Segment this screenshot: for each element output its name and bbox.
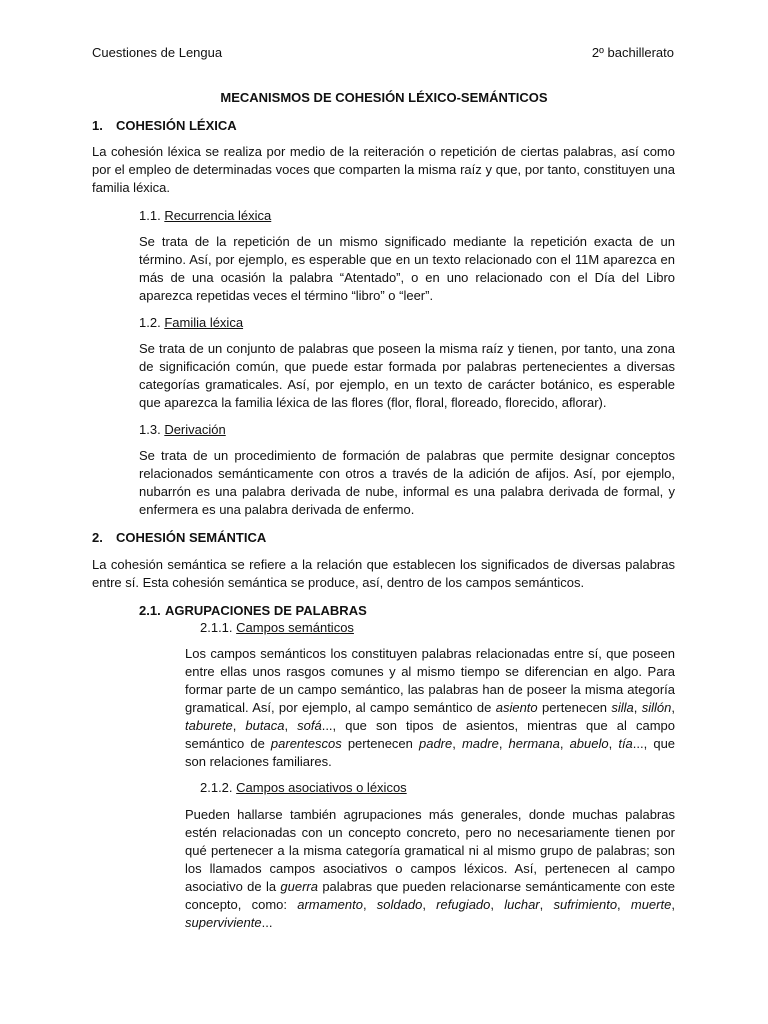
subsection-1-2-number: 1.2.	[139, 315, 161, 330]
section-2-title: COHESIÓN SEMÁNTICA	[116, 530, 267, 545]
header-course: Cuestiones de Lengua	[92, 45, 223, 60]
subsection-2-1-2-text: Pueden hallarse también agrupaciones más generales, donde muchas palabras estén relacionadas con un concepto concreto, pero no necesariamente tienen por qué pertenecer a la misma categoría gramatical ni al mismo grupo de palabras; son los llamados campos asociativos o campos léxicos. Así, pertenecen al campo asociativo de la guerra palabras que pueden relacionarse semánticamente con este concepto, como: armamento, soldado, refugiado, luchar, sufrimiento, muerte, superviviente...	[185, 807, 675, 930]
subsection-1-1-heading	[139, 207, 271, 225]
subsection-1-3-text: Se trata de un procedimiento de formación de palabras que permite designar conceptos relacionados semánticamente con otros a través de la adición de afijos. Así, por ejemplo, nubarrón es una palabra derivada de nube, informal es una palabra derivada de formal, y enfermera es una palabra derivada de enfermo.	[139, 448, 675, 517]
subsection-1-2-title: Familia léxica	[164, 315, 244, 330]
section-2-intro: La cohesión semántica se refiere a la relación que establecen los significados de diversas palabras entre sí. Esta cohesión semántica se produce, así, dentro de los campos semánticos.	[92, 557, 675, 590]
section-1-intro: La cohesión léxica se realiza por medio de la reiteración o repetición de ciertas palabras, así como por el empleo de determinadas voces que comparten la misma raíz y que, por tanto, constituyen una familia léxica.	[92, 144, 675, 195]
subsection-2-1-title: AGRUPACIONES DE PALABRAS	[165, 603, 367, 618]
section-2-heading	[92, 529, 266, 547]
subsection-1-3-number: 1.3.	[139, 422, 161, 437]
page-title: MECANISMOS DE COHESIÓN LÉXICO-SEMÁNTICOS	[220, 90, 548, 105]
subsection-1-2-text: Se trata de un conjunto de palabras que poseen la misma raíz y tienen, por tanto, una zona de significación común, que puede estar formada por palabras pertenecientes a diversas categorías gramaticales. Así, por ejemplo, en un texto de carácter botánico, es esperable que aparezca la familia léxica de las flores (flor, floral, floreado, florecido, aflorar).	[139, 341, 675, 410]
section-2-number: 2.	[92, 530, 103, 545]
section-1-title: COHESIÓN LÉXICA	[116, 118, 237, 133]
section-1-heading	[92, 117, 237, 135]
subsection-2-1-2-heading	[200, 779, 407, 797]
subsection-2-1-2-number: 2.1.2.	[200, 780, 233, 795]
section-1-number: 1.	[92, 118, 103, 133]
header-level: 2º bachillerato	[591, 45, 674, 60]
subsection-1-3-title: Derivación	[164, 422, 226, 437]
subsection-1-1-text: Se trata de la repetición de un mismo significado mediante la repetición exacta de un término. Así, por ejemplo, es esperable que en un texto relacionado con el 11M aparezca en más de una ocasión la palabra “Atentado”, o en uno relacionado con el Día del Libro aparezca repetidas veces el término “libro” o “leer”.	[139, 234, 675, 303]
subsection-1-1-title: Recurrencia léxica	[164, 208, 272, 223]
subsection-2-1-1-heading	[200, 619, 354, 637]
subsection-2-1-heading	[139, 602, 367, 620]
subsection-2-1-2-title: Campos asociativos o léxicos	[236, 780, 407, 795]
subsection-1-2-heading	[139, 314, 243, 332]
subsection-2-1-number: 2.1.	[139, 603, 161, 618]
subsection-2-1-1-title: Campos semánticos	[236, 620, 354, 635]
subsection-1-1-number: 1.1.	[139, 208, 161, 223]
subsection-2-1-1-text: Los campos semánticos los constituyen palabras relacionadas entre sí, que poseen entre ellas unos rasgos comunes y al mismo tiempo se diferencian en algo. Para formar parte de un campo semántico, las palabras han de poseer la misma ategoría gramatical. Así, por ejemplo, al campo semántico de asiento pertenecen silla, sillón, taburete, butaca, sofá..., que son tipos de asientos, mientras que al campo semántico de parentescos pertenecen padre, madre, hermana, abuelo, tía..., que son relaciones familiares.	[185, 646, 676, 769]
subsection-2-1-1-number: 2.1.1.	[200, 620, 233, 635]
subsection-1-3-heading	[139, 421, 226, 439]
